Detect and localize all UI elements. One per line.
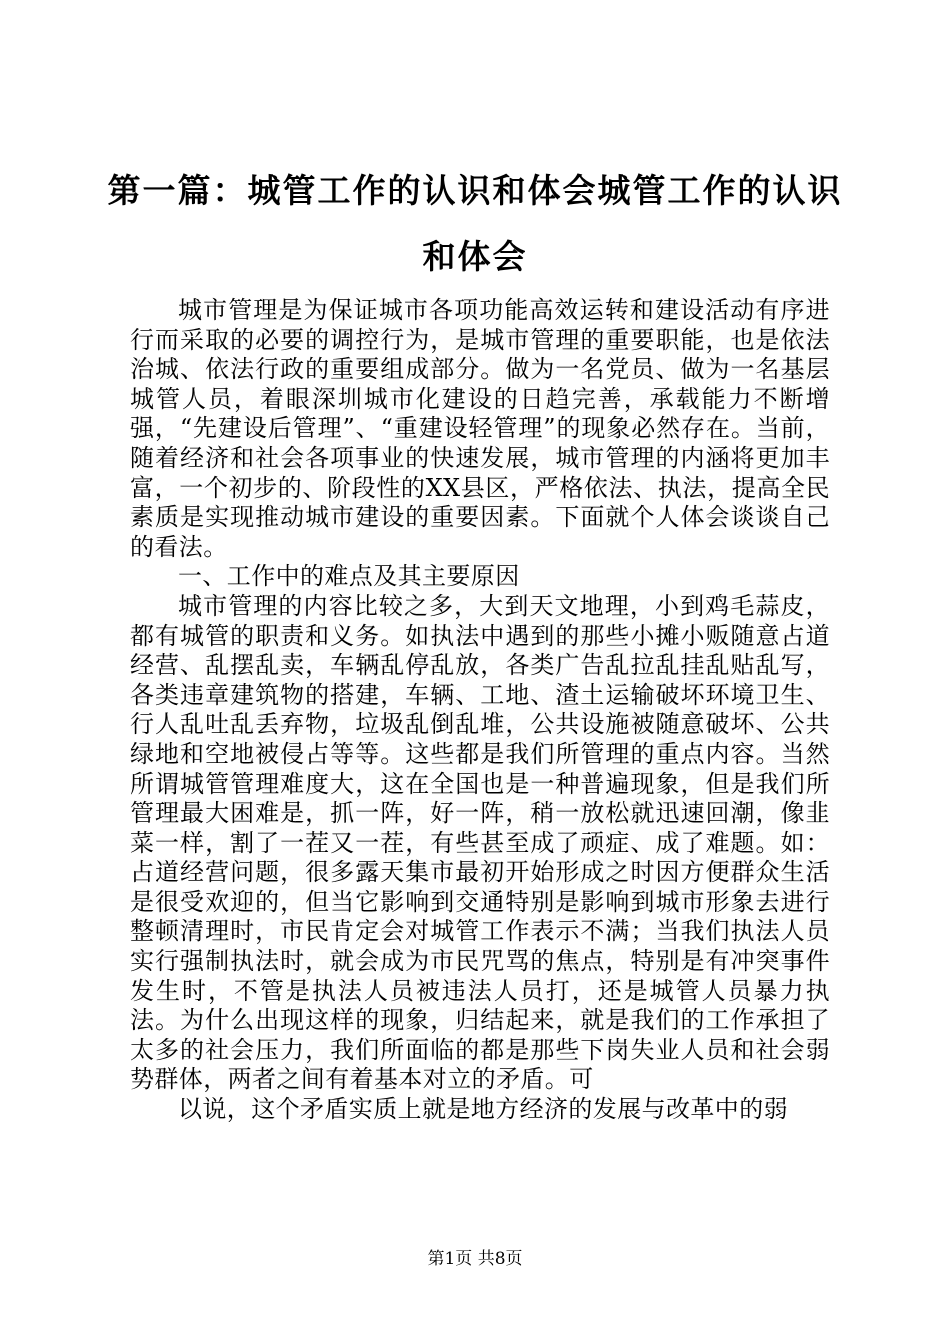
paragraph-difficulties: 城市管理的内容比较之多，大到天文地理，小到鸡毛蒜皮，都有城管的职责和义务。如执法中遇到的那些小摊小贩随意占道经营、乱摆乱卖，车辆乱停乱放，各类广告乱拉乱挂乱贴乱写，各类违章建筑物的搭建，车辆、工地、渣土运输破坏环境卫生、行人乱吐乱丢弃物，垃圾乱倒乱堆，公共设施被随意破坏、公共绿地和空地被侵占等等。这些都是我们所管理的重点内容。当然所谓城管管理难度大，这在全国也是一种普遍现象，但是我们所管理最大困难是，抓一阵，好一阵，稍一放松就迅速回潮，像韭菜一样，割了一茬又一茬，有些甚至成了顽症、成了难题。如：占道经营问题，很多露天集市最初开始形成之时因方便群众生活是很受欢迎的，但当它影响到交通特别是影响到城市形象去进行整顿清理时，市民肯定会对城管工作表示不满；当我们执法人员实行强制执法时，就会成为市民咒骂的焦点，特别是有冲突事件发生时，不管是执法人员被违法人员打，还是城管人员暴力执法。为什么出现这样的现象，归结起来，就是我们的工作承担了太多的社会压力，我们所面临的都是那些下岗失业人员和社会弱势群体，两者之间有着基本对立的矛盾。可 [130,591,830,1094]
paragraph-intro: 城市管理是为保证城市各项功能高效运转和建设活动有序进行而采取的必要的调控行为，是城市管理的重要职能，也是依法治城、依法行政的重要组成部分。做为一名党员、做为一名基层城管人员，着眼深圳城市化建设的日趋完善，承载能力不断增强，“先建设后管理”、“重建设轻管理”的现象必然存在。当前，随着经济和社会各项事业的快速发展，城市管理的内涵将更加丰富，一个初步的、阶段性的XX县区，严格依法、执法，提高全民素质是实现推动城市建设的重要因素。下面就个人体会谈谈自己的看法。 [130,296,830,561]
page-footer: 第1页 共8页 [427,1249,523,1269]
document-body [130,296,830,1125]
document-title: 第一篇：城管工作的认识和体会城管工作的认识和体会 [107,171,843,276]
paragraph-continuation: 以说，这个矛盾实质上就是地方经济的发展与改革中的弱 [178,1095,788,1124]
section-heading: 一、工作中的难点及其主要原因 [178,562,520,591]
